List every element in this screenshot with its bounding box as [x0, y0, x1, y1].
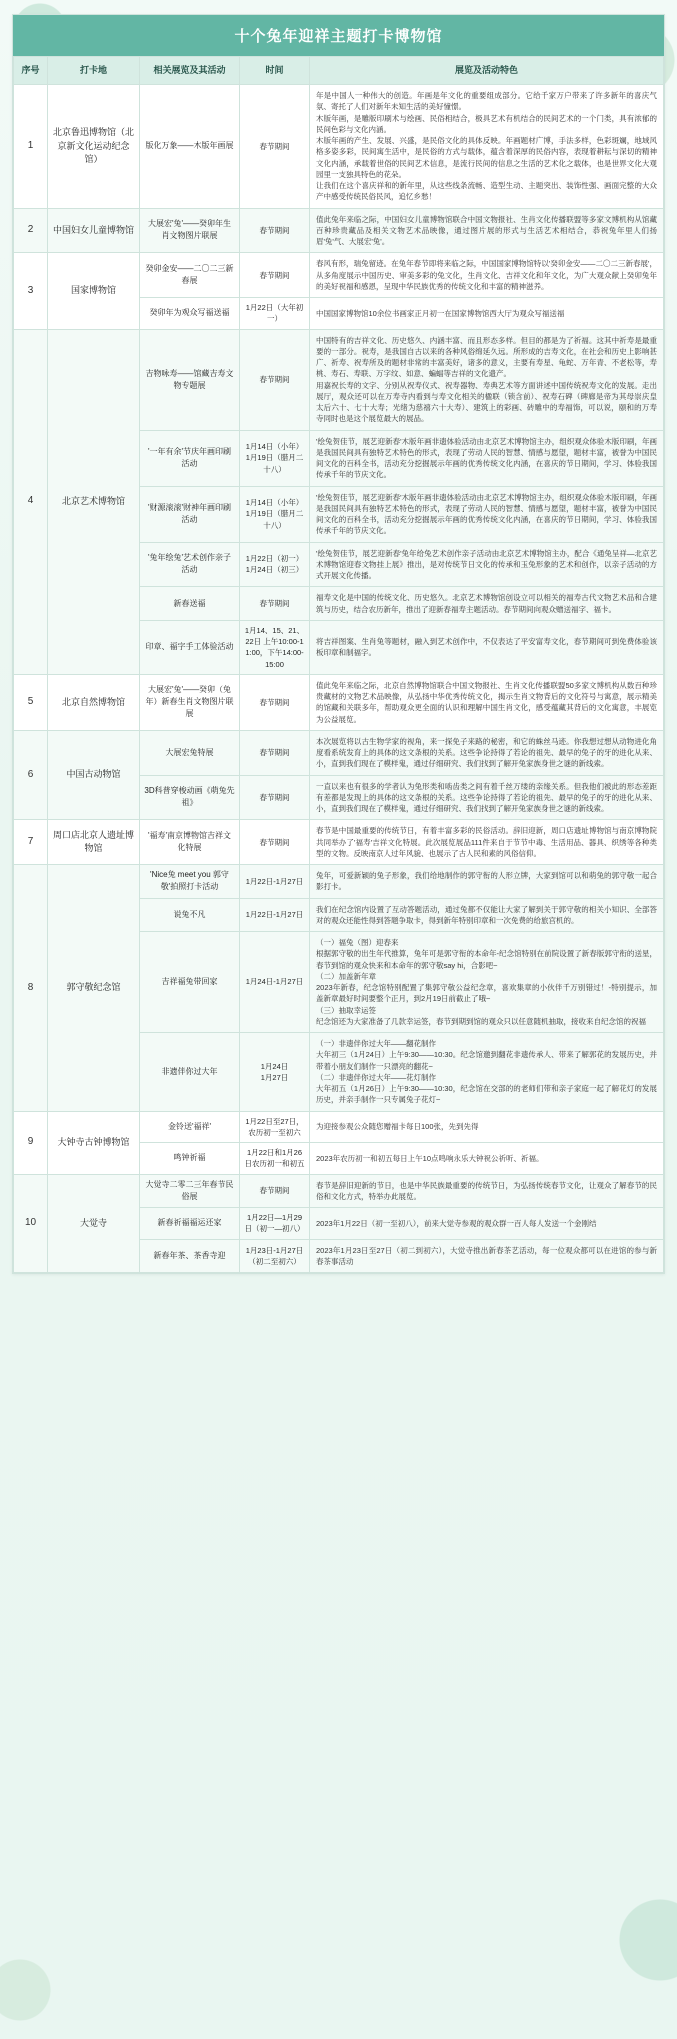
column-header-desc: 展览及活动特色: [310, 57, 664, 85]
row-place: 周口店北京人遗址博物馆: [48, 820, 140, 865]
table-row: [14, 208, 664, 253]
row-index: 10: [14, 1174, 48, 1273]
row-time: 春节期间: [240, 674, 310, 730]
row-exhibit: 3D科普穿梭动画《萌兔先祖》: [140, 775, 240, 820]
row-time: 1月23日-1月27日（初二至初六）: [240, 1239, 310, 1273]
row-description: 为迎接参观公众随您赠福卡每日100张，先到先得: [310, 1111, 664, 1143]
row-description: 春风有形，瑞兔留迹。在兔年春节即将来临之际，中国国家博物馆特以'癸卯金安——二〇二三新春展'，从多角度展示中国历史、审美多彩的兔文化，生肖文化、吉祥文化和年文化，为广大观众献上癸卯兔年的美好祝福和感恩，呈现中华民族优秀的传统文化和丰富的精神滋养。: [310, 253, 664, 298]
table-header-row: [14, 57, 664, 85]
table-sheet: [12, 14, 665, 1274]
row-exhibit: 大展宏兔特展: [140, 730, 240, 775]
page-title: 十个兔年迎祥主题打卡博物馆: [13, 15, 664, 56]
row-index: 5: [14, 674, 48, 730]
row-exhibit: 吉祥福兔带回家: [140, 932, 240, 1033]
row-index: 4: [14, 329, 48, 674]
row-time: 1月22日（初一）1月24日（初三）: [240, 542, 310, 587]
row-place: 北京鲁迅博物馆（北京新文化运动纪念馆）: [48, 85, 140, 209]
row-exhibit: '一年有余'节庆年画印刷活动: [140, 430, 240, 486]
row-place: 北京艺术博物馆: [48, 329, 140, 674]
row-description: 中国特有的吉祥文化、历史悠久、内涵丰富、而且形态多样。但目的都是为了祈福。这其中祈寿是最重要的一部分。祝寿，是我国自古以来的各种风俗绵延久远。所形成的吉寿文化，在社会和历史上影响甚广、祈寿、祝寿所及的题材非常的丰富美好，诸多的意义，主要有寿星、龟蛇、万年青、不老松等，寿桃、寿石、寿联、万字纹、如意、蝙蝠等吉祥的文化遗产。 用嘉祝长寿的文字、分别从祝寿仪式、祝寿器物、寿典艺术等方面讲述中国传统祝寿文化的发展。走出展厅，观众还可以在万寿寺内看到与寿文化相关的楹联（锁含前）、祝寿石碑（碑廊是帝为其母崇庆皇太后六十、七十大寿；光绪为慈禧六十大寿）、建筑上的彩画、砖雕中的寿福饰，可以说，颐和的万寿寺同时也是这个展览最大的展品。: [310, 329, 664, 430]
column-header-index: 序号: [14, 57, 48, 85]
row-description: 年是中国人一种伟大的创造。年画是年文化的重要组成部分。它给千家万户带来了许多新年的喜庆气氛、寄托了人们对新年未知生活的美好憧憬。 木版年画，是雕版印刷术与绘画、民俗相结合，极具艺术有机结合的民间艺术的一个门类，具有浓郁的民间色彩与文化内涵。 木版年画的产生、发展、兴盛，是民俗文化的具体反映。年画题材广博，手法多样，色彩斑斓，地域风格多姿多彩，民间寓生活中，是民俗的方式与载体，蕴含着深厚的民俗内容，表现着耕耘与深切的精神文化内涵，承载着世俗的民间艺术信息，是流行民间的信息之生活的艺术化之载体，也是世界文化大观园里一支独具特色的花朵。 让我们在这个喜庆祥和的新年里，从这些线条流畅、造型生动、主题突出、装饰性强、画面完整的大众产中感受传统民俗民风，追忆乡愁！: [310, 85, 664, 209]
row-description: '绘兔贺佳节，展艺迎新春'兔年给兔艺术创作亲子活动由北京艺术博物馆主办，配合《通兔呈祥—北京艺术博物馆迎春文物挂上展》推出，是对传统节日文化的传承和玉兔形象的艺术和创作，以亲子活动的方式开展文化传播。: [310, 542, 664, 587]
row-time: 1月22日-1月27日: [240, 865, 310, 899]
table-body: [14, 85, 664, 1273]
museum-table: [13, 56, 664, 1273]
row-exhibit: 大展宏'兔'——癸卯年生肖文物图片联展: [140, 208, 240, 253]
row-description: 2023年1月23日至27日（初二到初六），大觉寺推出新春茶艺活动，每一位观众都可以在进馆的参与新春茶事活动: [310, 1239, 664, 1273]
row-index: 3: [14, 253, 48, 329]
row-time: 春节期间: [240, 1174, 310, 1208]
row-time: 春节期间: [240, 85, 310, 209]
row-exhibit: 癸卯年为观众写福送福: [140, 298, 240, 330]
row-exhibit: 说兔不凡: [140, 898, 240, 932]
row-exhibit: 鸣钟祈福: [140, 1143, 240, 1175]
row-time: 1月14日（小年） 1月19日（腊月二十八）: [240, 486, 310, 542]
row-time: 春节期间: [240, 253, 310, 298]
row-place: 中国妇女儿童博物馆: [48, 208, 140, 253]
table-row: [14, 820, 664, 865]
row-exhibit: 大展宏'兔'——癸卯（兔年）新春生肖文物图片联展: [140, 674, 240, 730]
row-exhibit: '财源滚滚'财神年画印刷活动: [140, 486, 240, 542]
row-description: 春节是辞旧迎新的节日，也是中华民族最重要的传统节日，为弘扬传统春节文化，让观众了解春节的民俗和文化方式，特举办此展览。: [310, 1174, 664, 1208]
row-time: 1月24日-1月27日: [240, 932, 310, 1033]
row-exhibit: 'Nice兔 meet you 郭守敬'拍照打卡活动: [140, 865, 240, 899]
row-description: （一）福兔（图）迎春来 根据郭守敬的出生年代推算，兔年可是郭守衔的本命年-纪念馆特别在前院设置了新春版郭守衔的送星，春节到馆的观众快来和本命年的郭守敬say hi，合影吧~ （二）加盖新年章 2023年新春，纪念馆特别配置了集郭守敬公益纪念章，喜欢集章的小伙伴千万别错过！-特别提示，加盖新章最好时间要整个正月，到2月19日前截止了哦~ （三）抽取幸运签 纪念馆还为大家准备了几款幸运签，春节到期到馆的观众只以任意随机抽取，接收来自纪念馆的祝福: [310, 932, 664, 1033]
row-time: 春节期间: [240, 775, 310, 820]
row-place: 中国古动物馆: [48, 730, 140, 820]
row-description: 2023年1月22日（初一至初八），前来大觉寺参观的观众群一百人每人发送一个金刚结: [310, 1208, 664, 1240]
row-time: 1月22日（大年初一）: [240, 298, 310, 330]
row-place: 大钟寺古钟博物馆: [48, 1111, 140, 1174]
column-header-time: 时间: [240, 57, 310, 85]
table-row: [14, 865, 664, 899]
row-exhibit: 新春送福: [140, 587, 240, 621]
table-row: [14, 1174, 664, 1208]
row-description: '绘兔贺佳节，展艺迎新春'木版年画非遗体验活动由北京艺术博物馆主办，组织观众体验木版印刷，年画是我国民间具有独特艺术特色的形式，表现了劳动人民的智慧、情感与愿望，题材丰富，被誉为中国民间文化的百科全书，活动充分挖掘展示年画的优秀传统文化内涵，在喜庆的节日期间，学习、体验我国传承千年的节庆文化。: [310, 430, 664, 486]
row-time: 1月22日-1月27日: [240, 898, 310, 932]
row-description: 兔年，可爱新颖的兔子形象，我们给地制作的郭守衔的人形立牌，大家到馆可以和萌兔的郭守敬一起合影打卡。: [310, 865, 664, 899]
row-time: 1月14、15、21、22日 上午10:00-11:00，下午14:00-15:00: [240, 620, 310, 674]
row-time: 春节期间: [240, 208, 310, 253]
row-description: 福寿文化是中国的传统文化、历史悠久。北京艺术博物馆创设立可以相关的福寿古代文物艺术品和合建筑与历史，结合农历新年，推出了迎新春福寿主题活动。春节期间向观众赠送福字、福卡。: [310, 587, 664, 621]
row-exhibit: 版化万象——木版年画展: [140, 85, 240, 209]
column-header-place: 打卡地: [48, 57, 140, 85]
row-place: 大觉寺: [48, 1174, 140, 1273]
row-time: 春节期间: [240, 730, 310, 775]
row-place: 北京自然博物馆: [48, 674, 140, 730]
row-time: 1月14日（小年） 1月19日（腊月二十八）: [240, 430, 310, 486]
row-description: 春节是中国最重要的传统节日，有着丰富多彩的民俗活动。辞旧迎新，周口店遗址博物馆与南京博物院共同举办了'福寿'吉祥文化特展。此次展览展品111件来自于节节中毒、生活用品、器具、织绣等各种类型的文物。反映南京人过年风貌、也展示了古人民和素的风俗信仰。: [310, 820, 664, 865]
row-index: 1: [14, 85, 48, 209]
table-row: [14, 674, 664, 730]
row-exhibit: 新春年茶、茶香寺迎: [140, 1239, 240, 1273]
row-description: 值此兔年来临之际，北京自然博物馆联合中国文物报社、生肖文化传播联盟50多家文博机构从数百种珍贵藏材的文物艺术品映像，从弘扬中华优秀传统文化，揭示生肖文物背后的文化符号与寓意，展示精美的馆藏和关联多年，帮助观众更全面的认识和理解中国生肖文化，感受蕴藏其背后的文化寓意，丰展览为公益展览。: [310, 674, 664, 730]
row-exhibit: '福寿'南京博物馆吉祥文化特展: [140, 820, 240, 865]
table-row: [14, 1111, 664, 1143]
row-exhibit: 金铃送'福祥': [140, 1111, 240, 1143]
row-description: 值此兔年来临之际，中国妇女儿童博物馆联合中国文物报社、生肖文化传播联盟等多家文博机构从馆藏百种珍贵藏品及相关文物艺术品映像，通过图片展的形式与生活艺术相结合，恭祝兔年里人们扬眉'兔'气、大展宏'兔'。: [310, 208, 664, 253]
row-exhibit: '兔年绘兔'艺术创作亲子活动: [140, 542, 240, 587]
row-description: 一直以来也有很多的学者认为兔形类和啮齿类之间有着千丝万缕的亲缘关系。但我他们被此的形态差距有差都是发现上的具体的这文条根的关系。这些争论持得了若论的祖先、最早的兔子的牙的进化从来、小，直到我们现在了模样鬼，通过仔细研究、我们找到了解开兔家族身世之谜的新线索。: [310, 775, 664, 820]
footer-space: [12, 1274, 665, 1280]
table-row: [14, 730, 664, 775]
row-index: 7: [14, 820, 48, 865]
row-description: 将吉祥图案、生肖兔等题材，融入到艺术创作中，不仅表达了平安富寿文化，春节期间可到免费体验该板印章和制福字。: [310, 620, 664, 674]
row-index: 2: [14, 208, 48, 253]
row-exhibit: 非遗伴你过大年: [140, 1033, 240, 1112]
table-row: [14, 85, 664, 209]
row-index: 6: [14, 730, 48, 820]
row-exhibit: 癸卯金安——二〇二三新春展: [140, 253, 240, 298]
table-row: [14, 329, 664, 430]
row-time: 春节期间: [240, 329, 310, 430]
row-exhibit: 吉物咏寿——馆藏吉寿文物专题展: [140, 329, 240, 430]
row-place: 国家博物馆: [48, 253, 140, 329]
row-time: 1月22日至27日，农历初一至初六: [240, 1111, 310, 1143]
row-exhibit: 大觉寺二零二三年春节民俗展: [140, 1174, 240, 1208]
row-index: 8: [14, 865, 48, 1112]
row-time: 春节期间: [240, 587, 310, 621]
row-description: （一）非遗伴你过大年——翻花制作 大年初三（1月24日）上午9:30——10:30。纪念馆邀到翻花非遗传承人、带来了解郭花的发展历史，并带着小朋友们制作一只漂亮的翻花~ （二）非遗伴你过大年——花灯制作 大年初五（1月26日）上午9:30——10:30，纪念馆在交部的的老师们带和亲子家庭一起了解花灯的发展历史，并亲手制作一只专属兔子花灯~: [310, 1033, 664, 1112]
row-index: 9: [14, 1111, 48, 1174]
row-time: 1月22日—1月29日（初一—初八）: [240, 1208, 310, 1240]
table-row: [14, 253, 664, 298]
row-time: 1月22日和1月26日农历初一和初五: [240, 1143, 310, 1175]
row-time: 春节期间: [240, 820, 310, 865]
row-exhibit: 新春祈福福运还家: [140, 1208, 240, 1240]
row-description: 本次展览将以古生物学家的视角，来一探免子来路的秘密，和它的蛛丝马迹。你我想过想从动物进化角度看系统发育上的具体的这文条根的关系。这些争论持得了若论的祖先、最早的兔子的牙的进化从来、小，直到我们现在了模样鬼，通过仔细研究、我们找到了解开兔家族身世之谜的新线索。: [310, 730, 664, 775]
row-description: 中国国家博物馆10余位书画家正月初一在国家博物馆西大厅为观众写福送福: [310, 298, 664, 330]
column-header-exhibit: 相关展览及其活动: [140, 57, 240, 85]
row-time: 1月24日 1月27日: [240, 1033, 310, 1112]
row-exhibit: 印章、福字手工体验活动: [140, 620, 240, 674]
row-place: 郭守敬纪念馆: [48, 865, 140, 1112]
row-description: 我们在纪念馆内设置了互动答题活动，通过兔都不仅能让大家了解到关于郭守敬的相关小知识、全部答对的观众还能性得到答题争取卡，得到新年特别印章和一次免费的给旅宫机的。: [310, 898, 664, 932]
row-description: '绘兔贺佳节，展艺迎新春'木版年画非遗体验活动由北京艺术博物馆主办，组织观众体验木版印刷，年画是我国民间具有独特艺术特色的形式，表现了劳动人民的智慧、情感与愿望，题材丰富，被誉为中国民间文化的百科全书，活动充分挖掘展示年画的优秀传统文化内涵，在喜庆的节日期间，学习、体验我国传承千年的节庆文化。: [310, 486, 664, 542]
row-description: 2023年农历初一和初五每日上午10点鸣响永乐大钟祝公祈听、祈福。: [310, 1143, 664, 1175]
